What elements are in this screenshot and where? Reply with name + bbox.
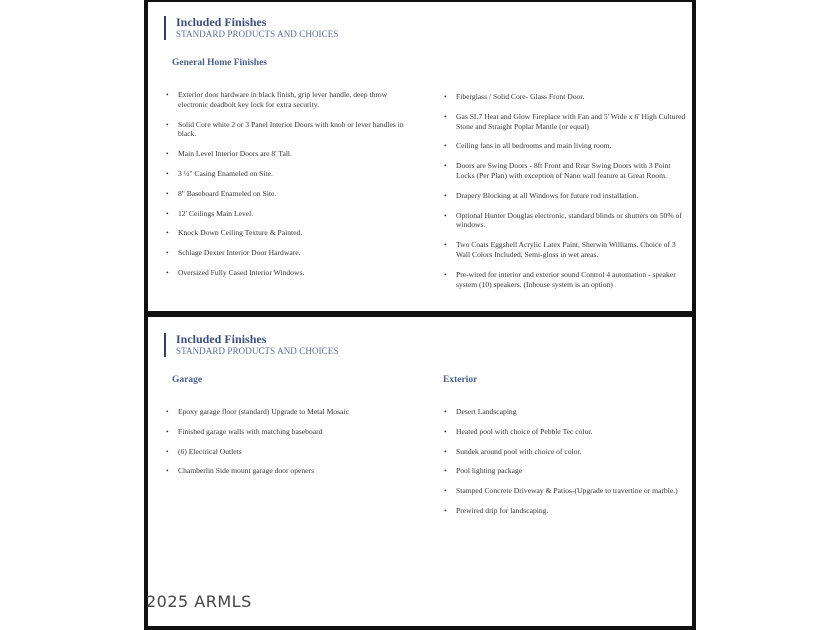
list-item: • Drapery Blocking at all Windows for future rod installation. <box>444 191 686 201</box>
list-item: • 12' Ceilings Main Level. <box>166 209 411 219</box>
list-item: • (6) Electrical Outlets <box>166 447 416 457</box>
finishes-page-garage-exterior <box>144 314 696 630</box>
section-title-general: General Home Finishes <box>172 58 267 68</box>
page-title: Included Finishes <box>176 332 267 346</box>
page-subtitle: STANDARD PRODUCTS AND CHOICES <box>176 346 339 356</box>
page-subtitle: STANDARD PRODUCTS AND CHOICES <box>176 29 339 39</box>
list-item: • Doors are Swing Doors - 8ft Front and Rear Swing Doors with 3 Point Locks (Per Plan) with exception of Nano wall feature at Great Room. <box>444 161 686 181</box>
list-item: • Fiberglass / Solid Core- Glass Front Door. <box>444 92 686 102</box>
list-item: • Knock Down Ceiling Texture & Painted. <box>166 228 411 238</box>
list-item: • Schlage Dexter Interior Door Hardware. <box>166 248 411 258</box>
list-item: • Desert Landscaping <box>444 407 688 417</box>
list-item: • Gas SL7 Heat and Glow Fireplace with Fan and 5' Wide x 6' High Cultured Stone and Straight Poplar Mantle (or equal) <box>444 112 686 132</box>
list-item: • Oversized Fully Cased Interior Windows. <box>166 268 411 278</box>
list-item: • Solid Core white 2 or 3 Panel Interior Doors with knob or lever handles in black. <box>166 120 411 140</box>
list-item: • 8" Baseboard Enameled on Site. <box>166 189 411 199</box>
list-item: • Exterior door hardware in black finish, grip lever handle, deep throw electronic deadbolt key lock for extra security. <box>166 90 411 110</box>
page-heading <box>164 16 338 40</box>
list-item: • Pool lighting package <box>444 466 688 476</box>
section-title-exterior: Exterior <box>443 375 478 385</box>
finishes-page-general <box>144 0 696 314</box>
garage-list <box>166 407 416 486</box>
page-title: Included Finishes <box>176 15 267 29</box>
exterior-list <box>444 407 688 526</box>
list-item: • Two Coats Eggshell Acrylic Latex Paint, Sherwin Williams. Choice of 3 Wall Colors Included, Semi-gloss in wet areas. <box>444 240 686 260</box>
list-item: • Finished garage walls with matching baseboard <box>166 427 416 437</box>
list-item: • Optional Hunter Douglas electronic, standard blinds or shutters on 50% of windows. <box>444 211 686 231</box>
list-item: • Prewired drip for landscaping. <box>444 506 688 516</box>
list-item: • Sundek around pool with choice of color. <box>444 447 688 457</box>
list-item: • 3 ½" Casing Enameled on Site. <box>166 169 411 179</box>
list-item: • Ceiling fans in all bedrooms and main living room. <box>444 141 686 151</box>
list-item: • Epoxy garage floor (standard) Upgrade to Metal Mosaic <box>166 407 416 417</box>
copyright-watermark: 2025 ARMLS <box>146 592 252 611</box>
general-finishes-left-list <box>166 90 411 288</box>
list-item: • Heated pool with choice of Pebble Tec color. <box>444 427 688 437</box>
list-item: • Main Level Interior Doors are 8' Tall. <box>166 149 411 159</box>
list-item: • Stamped Concrete Driveway & Patios-(Upgrade to travertine or marble.) <box>444 486 688 496</box>
general-finishes-right-list <box>444 92 686 299</box>
section-title-garage: Garage <box>172 375 203 385</box>
list-item: • Chamberlin Side mount garage door openers <box>166 466 416 476</box>
page-heading <box>164 333 338 357</box>
list-item: • Pre-wired for interior and exterior sound Control 4 automation - speaker system (10) speakers. (Inhouse system is an option) <box>444 270 686 290</box>
